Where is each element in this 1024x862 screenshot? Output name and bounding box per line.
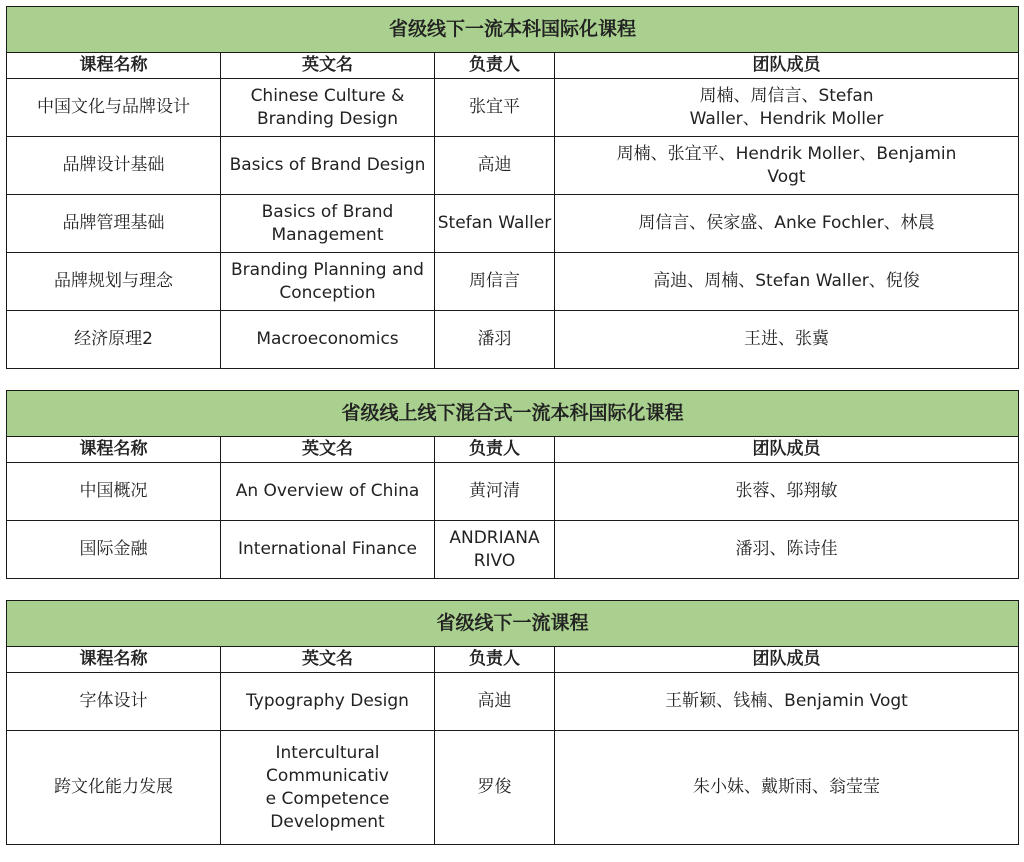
header-team: 团队成员 — [555, 437, 1019, 463]
course-table-sheet — [6, 6, 1018, 845]
section-title: 省级线上线下混合式一流本科国际化课程 — [7, 391, 1019, 437]
english-name-cell: An Overview of China — [221, 463, 435, 521]
course-name-cell: 品牌管理基础 — [7, 195, 221, 253]
header-row — [7, 53, 1019, 79]
english-name-cell: Chinese Culture & Branding Design — [221, 79, 435, 137]
team-cell: 周楠、张宜平、Hendrik Moller、Benjamin Vogt — [555, 137, 1019, 195]
table-row — [7, 731, 1019, 845]
lead-cell: 高迪 — [435, 137, 555, 195]
section-title-row — [7, 391, 1019, 437]
team-cell: 高迪、周楠、Stefan Waller、倪俊 — [555, 253, 1019, 311]
team-cell: 张蓉、邬翔敏 — [555, 463, 1019, 521]
course-name-cell: 国际金融 — [7, 521, 221, 579]
lead-cell: Stefan Waller — [435, 195, 555, 253]
course-name-cell: 品牌规划与理念 — [7, 253, 221, 311]
header-lead: 负责人 — [435, 647, 555, 673]
spacer-cell — [7, 579, 1019, 601]
section-title-row — [7, 7, 1019, 53]
table-row — [7, 673, 1019, 731]
table-row — [7, 137, 1019, 195]
table-row — [7, 463, 1019, 521]
table-row — [7, 79, 1019, 137]
team-cell: 周信言、侯家盛、Anke Fochler、林晨 — [555, 195, 1019, 253]
english-name-cell: Typography Design — [221, 673, 435, 731]
table-row — [7, 311, 1019, 369]
english-name-cell: International Finance — [221, 521, 435, 579]
header-english-name: 英文名 — [221, 53, 435, 79]
team-cell: 朱小妹、戴斯雨、翁莹莹 — [555, 731, 1019, 845]
table-row — [7, 521, 1019, 579]
header-english-name: 英文名 — [221, 647, 435, 673]
section-title-row — [7, 601, 1019, 647]
header-english-name: 英文名 — [221, 437, 435, 463]
header-row — [7, 647, 1019, 673]
course-name-cell: 中国概况 — [7, 463, 221, 521]
header-course-name: 课程名称 — [7, 647, 221, 673]
course-name-cell: 跨文化能力发展 — [7, 731, 221, 845]
course-name-cell: 品牌设计基础 — [7, 137, 221, 195]
header-lead: 负责人 — [435, 53, 555, 79]
header-team: 团队成员 — [555, 53, 1019, 79]
english-name-cell: Macroeconomics — [221, 311, 435, 369]
team-cell: 潘羽、陈诗佳 — [555, 521, 1019, 579]
team-cell: 周楠、周信言、Stefan Waller、Hendrik Moller — [555, 79, 1019, 137]
course-table — [6, 6, 1019, 845]
english-name-cell: Branding Planning and Conception — [221, 253, 435, 311]
course-name-cell: 字体设计 — [7, 673, 221, 731]
lead-cell: 罗俊 — [435, 731, 555, 845]
table-row — [7, 253, 1019, 311]
english-name-cell: Basics of Brand Design — [221, 137, 435, 195]
lead-cell: 周信言 — [435, 253, 555, 311]
english-name-cell: Intercultural Communicative Competence Development — [221, 731, 435, 845]
lead-cell: 高迪 — [435, 673, 555, 731]
team-cell: 王靳颖、钱楠、Benjamin Vogt — [555, 673, 1019, 731]
section-spacer — [7, 369, 1019, 391]
course-name-cell: 中国文化与品牌设计 — [7, 79, 221, 137]
section-spacer — [7, 579, 1019, 601]
spacer-cell — [7, 369, 1019, 391]
course-name-cell: 经济原理2 — [7, 311, 221, 369]
table-row — [7, 195, 1019, 253]
english-name-cell: Basics of Brand Management — [221, 195, 435, 253]
lead-cell: 黄河清 — [435, 463, 555, 521]
header-row — [7, 437, 1019, 463]
lead-cell: 张宜平 — [435, 79, 555, 137]
header-lead: 负责人 — [435, 437, 555, 463]
team-cell: 王进、张冀 — [555, 311, 1019, 369]
section-title: 省级线下一流本科国际化课程 — [7, 7, 1019, 53]
lead-cell: 潘羽 — [435, 311, 555, 369]
header-course-name: 课程名称 — [7, 53, 221, 79]
section-title: 省级线下一流课程 — [7, 601, 1019, 647]
header-team: 团队成员 — [555, 647, 1019, 673]
header-course-name: 课程名称 — [7, 437, 221, 463]
lead-cell: ANDRIANA RIVO — [435, 521, 555, 579]
